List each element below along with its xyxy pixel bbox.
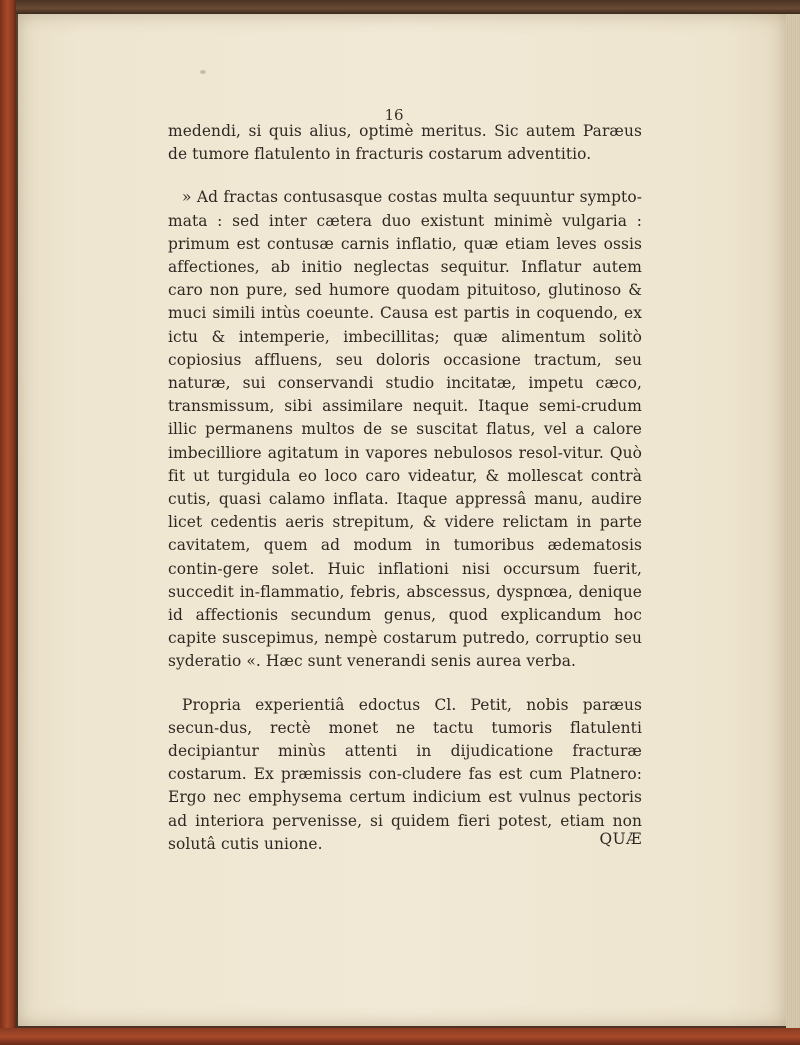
catchword: QUÆ: [599, 830, 642, 848]
cover-left-edge: [0, 0, 16, 1045]
page-number: 16: [384, 106, 404, 124]
text-block: [168, 120, 642, 856]
paragraph-2: » Ad fractas contusasque costas multa sequuntur sympto-mata : sed inter cætera duo existunt minimè vulgaria : primum est contusæ carnis inflatio, quæ etiam leves ossis affectiones, ab initio neglectas sequitur. Inflatur autem caro non pure, sed humore quodam pituitoso, glutinoso & muci simili intùs coeunte. Causa est partis in coquendo, ex ictu & intemperie, imbecillitas; quæ alimentum solitò copiosius affluens, seu doloris occasione tractum, seu naturæ, sui conservandi studio incitatæ, impetu cæco, transmissum, sibi assimilare nequit. Itaque semi-crudum illic permanens multos de se suscitat flatus, vel a calore imbecilliore agitatum in vapores nebulosos resol-vitur. Quò fit ut turgidula eo loco caro videatur, & mollescat contrà cutis, quasi calamo inflata. Itaque appressâ manu, audire licet cedentis aeris strepitum, & videre relictam in parte cavitatem, quem ad modum in tumoribus ædematosis contin-gere solet. Huic inflationi nisi occursum fuerit, succedit in-flammatio, febris, abscessus, dyspnœa, denique id affectionis secundum genus, quod explicandum hoc capite suscepimus, nempè costarum putredo, corruptio seu syderatio «. Hæc sunt venerandi senis aurea verba.: [168, 188, 642, 671]
cover-bottom-edge: [0, 1028, 800, 1045]
cover-top-edge: [0, 0, 800, 14]
page-stack-edge: [786, 14, 800, 1028]
paragraph-3: Propria experientiâ edoctus Cl. Petit, nobis paræus secun-dus, rectè monet ne tactu tumoris flatulenti decipiantur minùs attenti in dijudicatione fracturæ costarum. Ex præmissis con-cludere fas est cum Platnero: Ergo nec emphysema certum indicium est vulnus pectoris ad interiora pervenisse, si quidem fieri potest, etiam non solutâ cutis unione.: [168, 695, 642, 853]
paragraph-1: medendi, si quis alius, optimè meritus. Sic autem Paræus de tumore flatulento in fracturis costarum adventitio.: [168, 122, 642, 164]
paper-stain: [200, 70, 206, 74]
